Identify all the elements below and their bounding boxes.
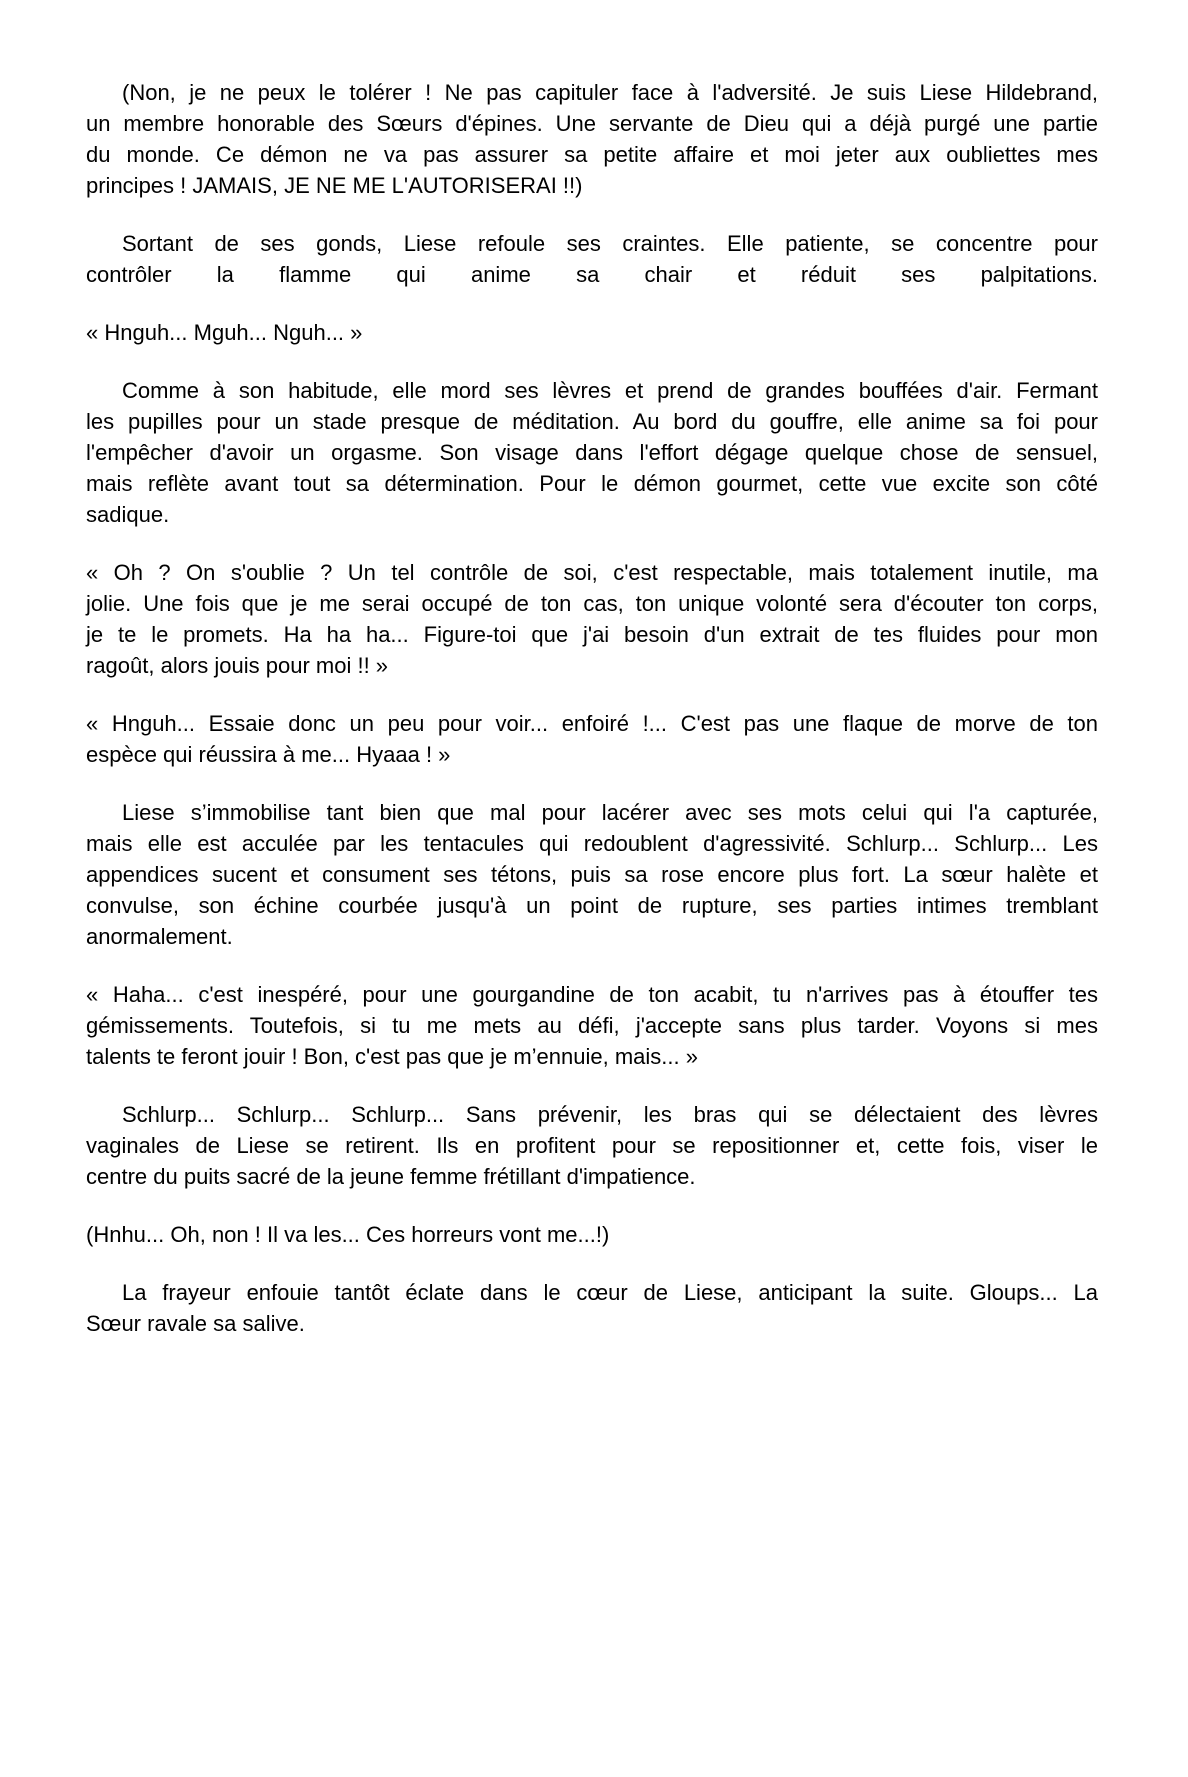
document-text: [86, 77, 1098, 1339]
paragraph-narration: [86, 375, 1098, 530]
text-line: talents te feront jouir ! Bon, c'est pas que je m’ennuie, mais... »: [86, 1044, 698, 1069]
text-line: un membre honorable des Sœurs d'épines. Une servante de Dieu qui a déjà purgé une partie: [86, 111, 1098, 136]
text-line: « Oh ? On s'oublie ? Un tel contrôle de soi, c'est respectable, mais totalement inutile, ma: [86, 560, 1098, 585]
text-line: mais reflète avant tout sa détermination. Pour le démon gourmet, cette vue excite son côté: [86, 471, 1098, 496]
paragraph-inner-monologue: [86, 1219, 1098, 1250]
text-line: l'empêcher d'avoir un orgasme. Son visage dans l'effort dégage quelque chose de sensuel,: [86, 440, 1098, 465]
paragraph-narration: [86, 797, 1098, 952]
text-line: jolie. Une fois que je me serai occupé de ton cas, ton unique volonté sera d'écouter ton corps,: [86, 591, 1098, 616]
text-line: appendices sucent et consument ses tétons, puis sa rose encore plus fort. La sœur halète et: [86, 862, 1098, 887]
paragraph-narration: [86, 228, 1098, 290]
text-line: mais elle est acculée par les tentacules qui redoublent d'agressivité. Schlurp... Schlurp... Les: [86, 831, 1098, 856]
text-line: espèce qui réussira à me... Hyaaa ! »: [86, 742, 451, 767]
paragraph-narration: [86, 1277, 1098, 1339]
paragraph-dialogue: [86, 557, 1098, 681]
text-line: anormalement.: [86, 924, 233, 949]
text-line: principes ! JAMAIS, JE NE ME L'AUTORISERAI !!): [86, 173, 583, 198]
text-line: « Hnguh... Essaie donc un peu pour voir... enfoiré !... C'est pas une flaque de morve de ton: [86, 711, 1098, 736]
text-line: convulse, son échine courbée jusqu'à un point de rupture, ses parties intimes tremblant: [86, 893, 1098, 918]
text-line: du monde. Ce démon ne va pas assurer sa petite affaire et moi jeter aux oubliettes mes: [86, 142, 1098, 167]
text-line: (Non, je ne peux le tolérer ! Ne pas capituler face à l'adversité. Je suis Liese Hildebrand,: [122, 80, 1098, 105]
text-line: Comme à son habitude, elle mord ses lèvres et prend de grandes bouffées d'air. Fermant: [122, 378, 1098, 403]
text-line: les pupilles pour un stade presque de méditation. Au bord du gouffre, elle anime sa foi pour: [86, 409, 1098, 434]
paragraph-dialogue: [86, 708, 1098, 770]
text-line: « Haha... c'est inespéré, pour une gourgandine de ton acabit, tu n'arrives pas à étouffer tes: [86, 982, 1098, 1007]
text-line: gémissements. Toutefois, si tu me mets au défi, j'accepte sans plus tarder. Voyons si mes: [86, 1013, 1098, 1038]
text-line: centre du puits sacré de la jeune femme frétillant d'impatience.: [86, 1164, 696, 1189]
paragraph-narration: [86, 1099, 1098, 1192]
text-line: sadique.: [86, 502, 170, 527]
text-line: ragoût, alors jouis pour moi !! »: [86, 653, 389, 678]
paragraph-inner-monologue: [86, 77, 1098, 201]
text-line: La frayeur enfouie tantôt éclate dans le cœur de Liese, anticipant la suite. Gloups... La: [122, 1280, 1098, 1305]
paragraph-dialogue: [86, 979, 1098, 1072]
text-line: Sortant de ses gonds, Liese refoule ses craintes. Elle patiente, se concentre pour: [122, 231, 1098, 256]
text-line: (Hnhu... Oh, non ! Il va les... Ces horreurs vont me...!): [86, 1222, 610, 1247]
text-line: contrôler la flamme qui anime sa chair et réduit ses palpitations.: [86, 262, 1098, 287]
text-line: je te le promets. Ha ha ha... Figure-toi que j'ai besoin d'un extrait de tes fluides pour mon: [86, 622, 1098, 647]
text-line: Liese s’immobilise tant bien que mal pour lacérer avec ses mots celui qui l'a capturée,: [122, 800, 1098, 825]
text-line: Sœur ravale sa salive.: [86, 1311, 305, 1336]
text-line: vaginales de Liese se retirent. Ils en profitent pour se repositionner et, cette fois, viser le: [86, 1133, 1098, 1158]
paragraph-dialogue: [86, 317, 1098, 348]
text-line: « Hnguh... Mguh... Nguh... »: [86, 320, 363, 345]
text-line: Schlurp... Schlurp... Schlurp... Sans prévenir, les bras qui se délectaient des lèvres: [122, 1102, 1098, 1127]
